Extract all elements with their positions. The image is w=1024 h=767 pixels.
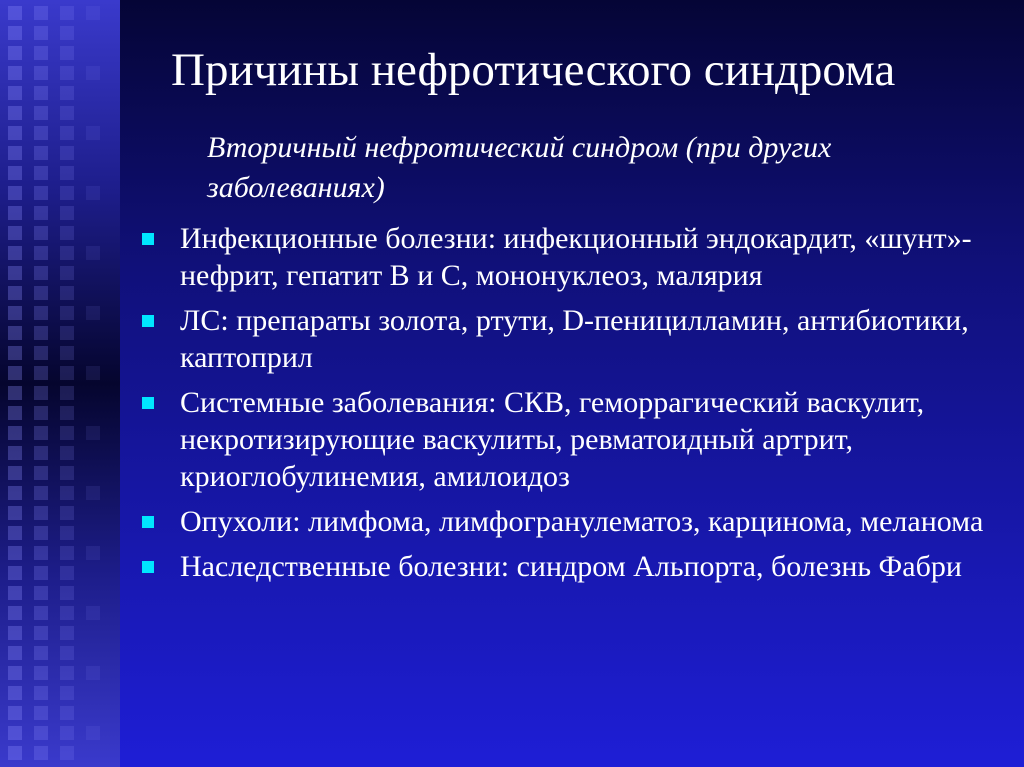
decorative-square (86, 126, 100, 140)
decorative-square (34, 346, 48, 360)
decorative-square (86, 246, 100, 260)
decorative-square (34, 666, 48, 680)
decorative-square (34, 326, 48, 340)
bullet-square-icon (142, 315, 154, 327)
decorative-square (60, 446, 74, 460)
decorative-square (60, 206, 74, 220)
decorative-square (34, 746, 48, 760)
decorative-square (34, 206, 48, 220)
decorative-square (60, 386, 74, 400)
decorative-square (60, 246, 74, 260)
decorative-square (60, 146, 74, 160)
decorative-square (60, 26, 74, 40)
decorative-square (60, 166, 74, 180)
decorative-square (34, 46, 48, 60)
slide-title: Причины нефротического синдрома (171, 44, 896, 96)
decorative-square (60, 366, 74, 380)
decorative-square (86, 606, 100, 620)
decorative-square (8, 526, 22, 540)
decorative-square (8, 346, 22, 360)
decorative-square (34, 606, 48, 620)
decorative-square (8, 726, 22, 740)
decorative-square (60, 306, 74, 320)
decorative-square (34, 166, 48, 180)
decorative-square (60, 746, 74, 760)
bullet-item (140, 548, 1000, 585)
decorative-square (34, 246, 48, 260)
bullet-square-icon (142, 233, 154, 245)
bullet-list (140, 220, 1000, 593)
decorative-square (60, 646, 74, 660)
decorative-square (60, 546, 74, 560)
decorative-square (60, 6, 74, 20)
decorative-square (8, 506, 22, 520)
decorative-square (60, 326, 74, 340)
decorative-square (8, 266, 22, 280)
decorative-square (60, 286, 74, 300)
decorative-square (8, 666, 22, 680)
decorative-square (34, 626, 48, 640)
decorative-square (86, 6, 100, 20)
decorative-square (34, 526, 48, 540)
decorative-square (8, 466, 22, 480)
decorative-square (34, 86, 48, 100)
decorative-square (34, 6, 48, 20)
decorative-square (60, 126, 74, 140)
decorative-square (34, 706, 48, 720)
decorative-square (60, 66, 74, 80)
decorative-square (8, 566, 22, 580)
decorative-square (8, 26, 22, 40)
decorative-square (34, 506, 48, 520)
decorative-square (60, 406, 74, 420)
decorative-square (34, 186, 48, 200)
decorative-square (60, 46, 74, 60)
decorative-square (60, 626, 74, 640)
decorative-square (8, 106, 22, 120)
decorative-square (8, 386, 22, 400)
slide-subtitle: Вторичный нефротический синдром (при других заболеваниях) (207, 131, 832, 204)
bullet-square-icon (142, 397, 154, 409)
decorative-square (8, 326, 22, 340)
decorative-square (60, 506, 74, 520)
decorative-square (8, 746, 22, 760)
decorative-square (60, 266, 74, 280)
decorative-square (8, 706, 22, 720)
decorative-square (8, 166, 22, 180)
decorative-square (34, 686, 48, 700)
decorative-square (86, 426, 100, 440)
decorative-square (8, 686, 22, 700)
bullet-text: ЛС: препараты золота, ртути, D-пеницилламин, антибиотики, каптоприл (180, 304, 969, 374)
decorative-square (86, 306, 100, 320)
bullet-item (140, 302, 1000, 376)
bullet-item (140, 503, 1000, 540)
decorative-square (60, 466, 74, 480)
decorative-square (60, 346, 74, 360)
decorative-square (60, 486, 74, 500)
bullet-text: Опухоли: лимфома, лимфогранулематоз, карцинома, меланома (180, 505, 984, 538)
decorative-square (8, 206, 22, 220)
decorative-square (8, 186, 22, 200)
bullet-item (140, 220, 1000, 294)
decorative-square (34, 386, 48, 400)
bullet-square-icon (142, 516, 154, 528)
decorative-square (60, 706, 74, 720)
decorative-square (34, 66, 48, 80)
decorative-square (60, 426, 74, 440)
decorative-square (8, 446, 22, 460)
decorative-square (60, 226, 74, 240)
decorative-square (34, 566, 48, 580)
decorative-square (34, 306, 48, 320)
decorative-square (60, 526, 74, 540)
decorative-square (86, 666, 100, 680)
decorative-square (8, 286, 22, 300)
decorative-square (34, 126, 48, 140)
decorative-square (34, 446, 48, 460)
decorative-square (34, 226, 48, 240)
decorative-square (8, 226, 22, 240)
decorative-square (34, 466, 48, 480)
decorative-square (8, 86, 22, 100)
decorative-square (8, 626, 22, 640)
decorative-square (8, 646, 22, 660)
decorative-square (34, 486, 48, 500)
decorative-square (34, 286, 48, 300)
decorative-square (60, 566, 74, 580)
decorative-square (8, 6, 22, 20)
decorative-square (34, 646, 48, 660)
decorative-square (8, 246, 22, 260)
decorative-square (34, 146, 48, 160)
decorative-square (34, 546, 48, 560)
decorative-square (8, 46, 22, 60)
decorative-square (86, 186, 100, 200)
decorative-square (60, 186, 74, 200)
decorative-square (8, 126, 22, 140)
decorative-left-strip (0, 0, 120, 767)
decorative-square (8, 486, 22, 500)
decorative-square (34, 366, 48, 380)
bullet-text: Наследственные болезни: синдром Альпорта, болезнь Фабри (180, 550, 962, 583)
decorative-square (86, 486, 100, 500)
decorative-square (86, 726, 100, 740)
decorative-square (34, 106, 48, 120)
decorative-square (34, 426, 48, 440)
decorative-square (86, 366, 100, 380)
bullet-text: Инфекционные болезни: инфекционный эндокардит, «шунт»-нефрит, гепатит В и С, мононуклеоз, малярия (180, 222, 972, 292)
decorative-square (34, 266, 48, 280)
decorative-square (34, 726, 48, 740)
decorative-square (8, 66, 22, 80)
decorative-square (8, 426, 22, 440)
decorative-square (60, 686, 74, 700)
decorative-square (60, 666, 74, 680)
decorative-square (60, 86, 74, 100)
decorative-square (8, 586, 22, 600)
bullet-text: Системные заболевания: СКВ, геморрагический васкулит, некротизирующие васкулиты, ревматоидный артрит, криоглобулинемия, амилоидоз (180, 386, 925, 493)
decorative-square (8, 306, 22, 320)
bullet-square-icon (142, 561, 154, 573)
decorative-square (60, 586, 74, 600)
decorative-square (86, 546, 100, 560)
decorative-square (8, 406, 22, 420)
decorative-square (60, 606, 74, 620)
decorative-square (34, 26, 48, 40)
decorative-square (8, 606, 22, 620)
decorative-square (34, 586, 48, 600)
decorative-square (8, 146, 22, 160)
decorative-square (60, 726, 74, 740)
bullet-item (140, 384, 1000, 495)
decorative-square (8, 366, 22, 380)
decorative-square (34, 406, 48, 420)
decorative-square (60, 106, 74, 120)
decorative-square (8, 546, 22, 560)
decorative-square (86, 66, 100, 80)
